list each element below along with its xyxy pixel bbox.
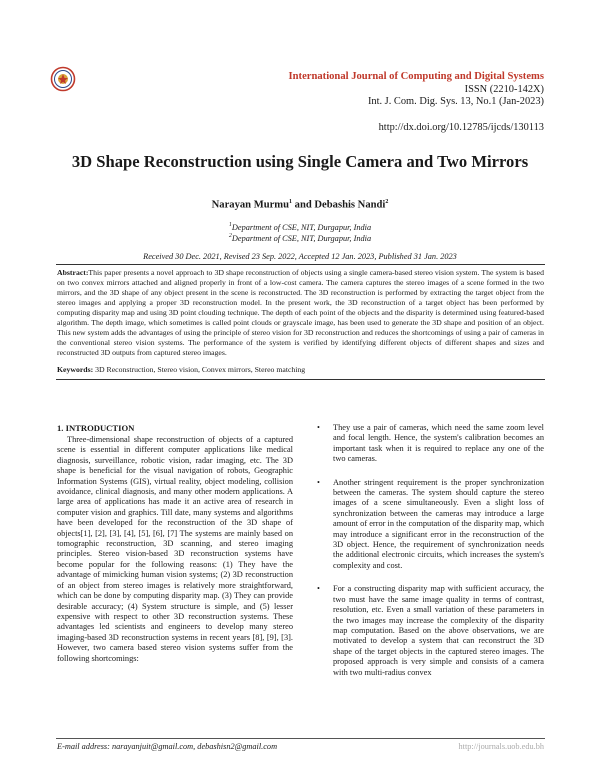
author-emails: E-mail address: narayanjuit@gmail.com, debashisn2@gmail.com bbox=[57, 742, 278, 751]
author-name: Debashis Nandi bbox=[314, 199, 386, 211]
doi-link[interactable]: http://dx.doi.org/10.12785/ijcds/130113 bbox=[378, 122, 544, 133]
intro-paragraph: Three-dimensional shape reconstruction of objects of a captured scene is essential in different computer applications like medical diagnosis, surveillance, robotic vision, radar imaging, etc. The 3D shape is beneficial for the visual navigation of robots, Geographic Information Systems (GIS), virtual reality, object modeling, collision avoidance, clinical diagnosis, and many other modern applications. A large area of applications has made it an active area of research in computer vision and graphics. Till date, many systems and algorithms have been developed for the reconstruction of the 3D shape of objects[1], [2], [3], [4], [5], [6], [7] The systems are mainly based on tomographic reconstruction, 3D scanning, and stereo imaging principles. Stereo vision-based 3D reconstruction systems have become popular for the following reasons: (1) They have the advantage of mimicking human vision systems; (2) 3D reconstruction of an object from stereo images is relatively more straightforward, which can be done by computing disparity map. (3) They can provide desirable accuracy; (4) System structure is simple, and (5) lesser expensive with respect to other 3D reconstruction systems. These advantages led scientists and engineers to develop many stereo imaging-based 3D reconstruction systems in recent years [8], [9], [3]. However, two camera based stereo vision systems suffer from the following shortcomings: bbox=[57, 435, 293, 663]
abstract-label: Abstract: bbox=[57, 268, 89, 277]
publication-dates: Received 30 Dec. 2021, Revised 23 Sep. 2022, Accepted 12 Jan. 2023, Published 31 Jan. 2023 bbox=[143, 252, 457, 261]
list-item bbox=[308, 478, 544, 572]
journal-citation: Int. J. Com. Dig. Sys. 13, No.1 (Jan-2023) bbox=[367, 96, 544, 107]
keywords-label: Keywords: bbox=[57, 365, 94, 374]
affiliation bbox=[60, 233, 540, 243]
section-heading: 1. INTRODUCTION bbox=[57, 423, 135, 433]
bullet-icon: • bbox=[317, 477, 320, 487]
author-superscript: 1 bbox=[289, 199, 293, 205]
bullet-list bbox=[308, 423, 544, 691]
abstract bbox=[57, 268, 544, 358]
affiliation-number: 2 bbox=[228, 233, 232, 239]
affiliation bbox=[60, 222, 540, 232]
abstract-text: This paper presents a novel approach to 3D shape reconstruction of objects using a single camera-based stereo vision system. The system is based on two convex mirrors attached and aligned properly in front of a low-cost camera. The camera captures the stereo images of a scene formed in the two mirrors, and the 3D shape of any object present in the scene is reconstructed. The 3D reconstruction is performed by extracting the target object from the stereo images and applying a proper 3D reconstruction model. In the present work, the 3D reconstruction of a target object has been performed by computing disparity map and using 3D point clouding technique. The depth of each point of the objects and the disparity is determined using featured-based algorithm. The depth image, which sometimes is called point clouds or grayscale image, has been used to generate the 3D shape and position of an object. This new system adds the advantages of using the principle of stereo vision for 3D reconstruction and reduces the shortcomings of using a pair of cameras in the conventional stereo vision systems. The performance of the system is verified by identifying different objects of different shapes and sizes and reconstructed 3D outputs from captured stereo images. bbox=[57, 268, 544, 358]
affiliation-text: Department of CSE, NIT, Durgapur, India bbox=[231, 233, 372, 243]
list-item-text: Another stringent requirement is the proper synchronization between the cameras. The system should capture the stereo images of a scene simultaneously. Even a slight loss of synchronization between the cameras may introduce a large amount of error in the computation of the disparity map, which may introduce a significant error in the reconstruction of the 3D object. Hence, the requirement of synchronization needs the additional electronic circuits, which increases the system's complexity and cost. bbox=[333, 477, 544, 570]
author-line bbox=[60, 199, 540, 211]
author-superscript: 2 bbox=[385, 199, 389, 205]
author-name: Narayan Murmu bbox=[211, 199, 290, 211]
list-item-text: For a constructing disparity map with sufficient accuracy, the two must have the same image quality in terms of contrast, resolution, etc. Even a small variation of these parameters in the two images may increase the complexity of the disparity map computation. Based on the above observations, we are motivated to develop a system that can reconstruct the 3D shape of the target objects in the captured stereo images. The proposed approach is very simple and consists of a camera with two multi-radius convex bbox=[333, 584, 544, 677]
author-conjunction: and bbox=[292, 199, 315, 211]
list-item bbox=[308, 423, 544, 465]
journal-name: International Journal of Computing and Digital Systems bbox=[288, 71, 544, 82]
bullet-icon: • bbox=[317, 423, 320, 432]
footer-divider bbox=[56, 738, 545, 739]
affiliation-text: Department of CSE, NIT, Durgapur, India bbox=[231, 222, 372, 232]
journal-seal-logo bbox=[50, 66, 76, 92]
keywords-text: 3D Reconstruction, Stereo vision, Convex mirrors, Stereo matching bbox=[95, 365, 306, 374]
divider bbox=[56, 264, 545, 265]
list-item-text: They use a pair of cameras, which need the same zoom level and focal length. Hence, the system's calibration becomes an important task when it is required to replace any one of the two cameras. bbox=[333, 423, 544, 464]
bullet-icon: • bbox=[317, 584, 320, 594]
divider bbox=[56, 379, 545, 380]
affiliation-number: 1 bbox=[228, 222, 232, 228]
list-item bbox=[308, 584, 544, 678]
journal-url[interactable]: http://journals.uob.edu.bh bbox=[458, 742, 544, 751]
keywords bbox=[57, 365, 544, 374]
paper-title: 3D Shape Reconstruction using Single Camera and Two Mirrors bbox=[71, 152, 529, 171]
issn: ISSN (2210-142X) bbox=[464, 84, 544, 95]
